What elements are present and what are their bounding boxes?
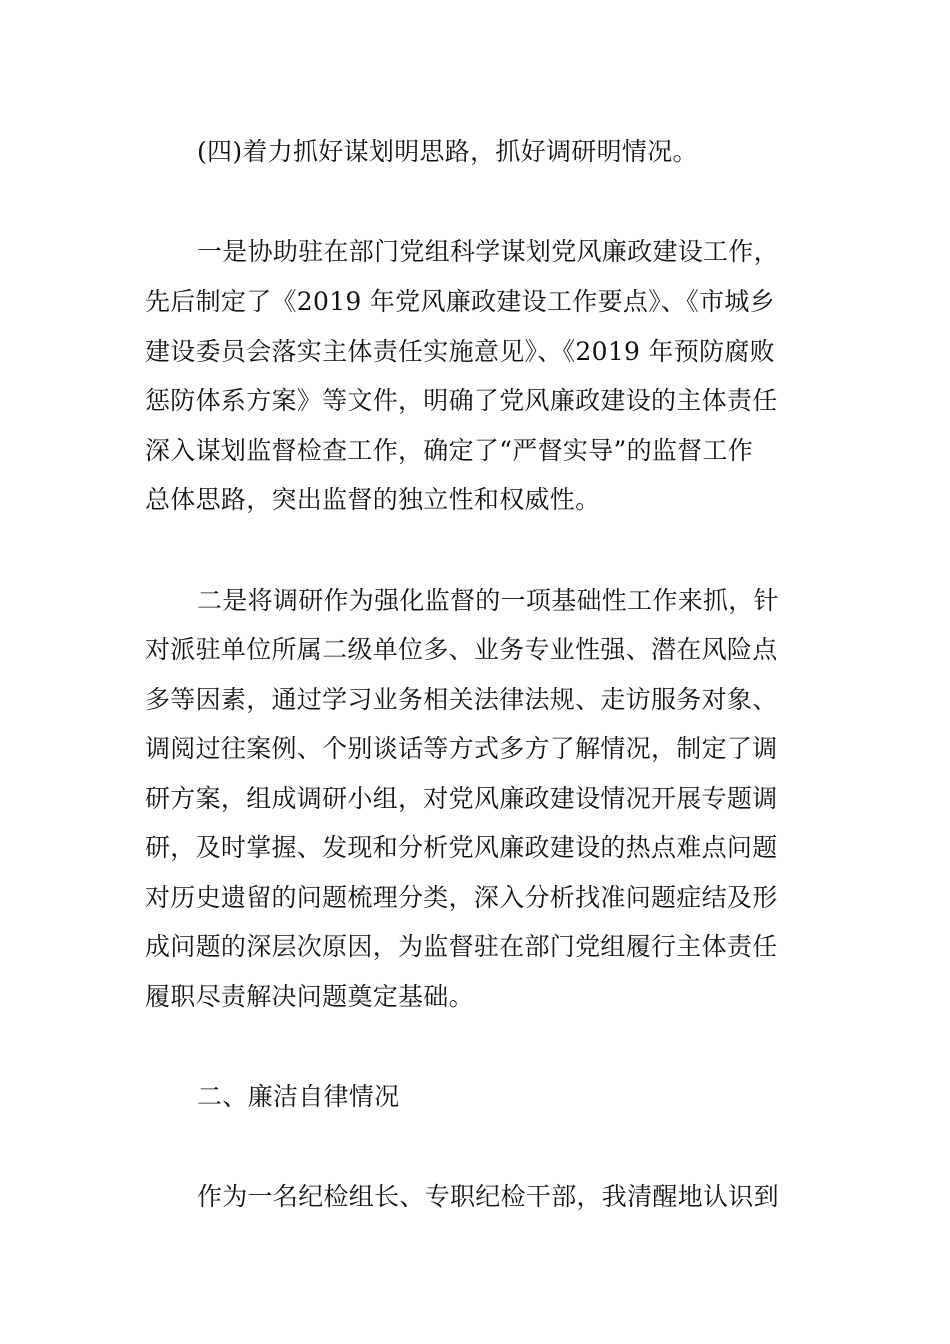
paragraph-line: 二是将调研作为强化监督的一项基础性工作来抓，针 bbox=[197, 586, 779, 615]
paragraph-line: 研，及时掌握、发现和分析党风廉政建设的热点难点问题 bbox=[145, 833, 778, 862]
section-title: 二、廉洁自律情况 bbox=[197, 1082, 400, 1111]
paragraph-line: 成问题的深层次原因，为监督驻在部门党组履行主体责任 bbox=[145, 932, 778, 961]
paragraph-line: 对派驻单位所属二级单位多、业务专业性强、潜在风险点 bbox=[145, 635, 778, 664]
paragraph-line: 研方案，组成调研小组，对党风廉政建设情况开展专题调 bbox=[145, 784, 778, 813]
paragraph-line: 总体思路，突出监督的独立性和权威性。 bbox=[145, 485, 601, 514]
paragraph-line: 履职尽责解决问题奠定基础。 bbox=[145, 982, 474, 1011]
paragraph-line: 一是协助驻在部门党组科学谋划党风廉政建设工作， bbox=[197, 237, 779, 266]
paragraph-line: 先后制定了《2019 年党风廉政建设工作要点》、《市城乡 bbox=[145, 287, 775, 316]
paragraph-line: 多等因素，通过学习业务相关法律法规、走访服务对象、 bbox=[145, 685, 778, 714]
paragraph-line: 惩防体系方案》等文件，明确了党风廉政建设的主体责任 bbox=[145, 386, 778, 415]
paragraph-line: 建设委员会落实主体责任实施意见》、《2019 年预防腐败 bbox=[145, 337, 775, 366]
section-heading: (四)着力抓好谋划明思路，抓好调研明情况。 bbox=[197, 137, 698, 166]
paragraph-line: 对历史遗留的问题梳理分类，深入分析找准问题症结及形 bbox=[145, 883, 778, 912]
paragraph-line: 深入谋划监督检查工作，确定了“严督实导”的监督工作 bbox=[145, 436, 754, 465]
paragraph-line: 调阅过往案例、个别谈话等方式多方了解情况，制定了调 bbox=[145, 734, 778, 763]
paragraph-line: 作为一名纪检组长、专职纪检干部，我清醒地认识到 bbox=[197, 1182, 779, 1211]
